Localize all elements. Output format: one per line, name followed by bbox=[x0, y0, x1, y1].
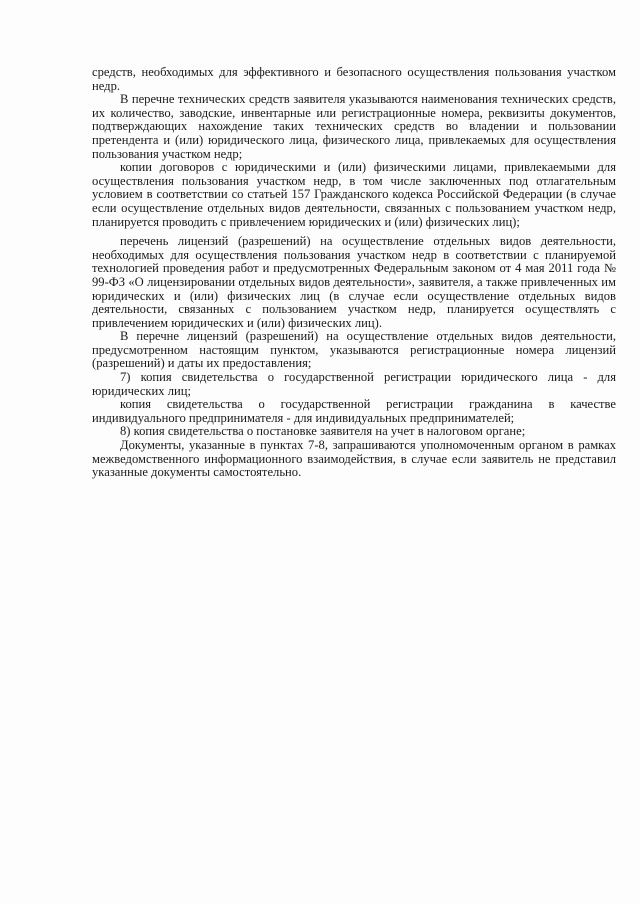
paragraph-3: копии договоров с юридическими и (или) физическими лицами, привлекаемыми для осуществления пользования участком недр, в том числе заключенных под отлагательным условием в соответствии со статьей 157 Гражданского кодекса Российской Федерации (в случае если осуществление отдельных видов деятельности, связанных с пользованием участком недр, планируется проводить с привлечением юридических и (или) физических лиц); bbox=[92, 160, 616, 229]
document-body bbox=[92, 66, 616, 480]
paragraph-2: В перечне технических средств заявителя указываются наименования технических средств, их количество, заводские, инвентарные или регистрационные номера, реквизиты документов, подтверждающих нахождение таких технических средств во владении и пользовании претендента и (или) юридического лица, физического лица, привлекаемых для осуществления пользования участком недр; bbox=[92, 92, 616, 161]
paragraph-5: В перечне лицензий (разрешений) на осуществление отдельных видов деятельности, предусмотренном настоящим пунктом, указываются регистрационные номера лицензий (разрешений) и даты их предоставления; bbox=[92, 329, 616, 371]
paragraph-1: средств, необходимых для эффективного и безопасного осуществления пользования участком недр. bbox=[92, 65, 616, 93]
paragraph-8: 8) копия свидетельства о постановке заявителя на учет в налоговом органе; bbox=[120, 424, 526, 439]
paragraph-7: копия свидетельства о государственной регистрации гражданина в качестве индивидуального предпринимателя - для индивидуальных предпринимателей; bbox=[92, 397, 616, 425]
paragraph-4: перечень лицензий (разрешений) на осуществление отдельных видов деятельности, необходимых для осуществления пользования участком недр в соответствии с планируемой технологией проведения работ и предусмотренных Федеральным законом от 4 мая 2011 года № 99-ФЗ «О лицензировании отдельных видов деятельности», заявителя, а также привлеченных им юридических и (или) физических лиц (в случае если осуществление отдельных видов деятельности, связанных с пользованием участком недр, планируется осуществлять с привлечением юридических и (или) физических лиц). bbox=[92, 234, 616, 330]
paragraph-6: 7) копия свидетельства о государственной регистрации юридического лица - для юридических лиц; bbox=[92, 370, 616, 398]
paragraph-9: Документы, указанные в пунктах 7-8, запрашиваются уполномоченным органом в рамках межведомственного информационного взаимодействия, в случае если заявитель не представил указанные документы самостоятельно. bbox=[92, 438, 616, 480]
